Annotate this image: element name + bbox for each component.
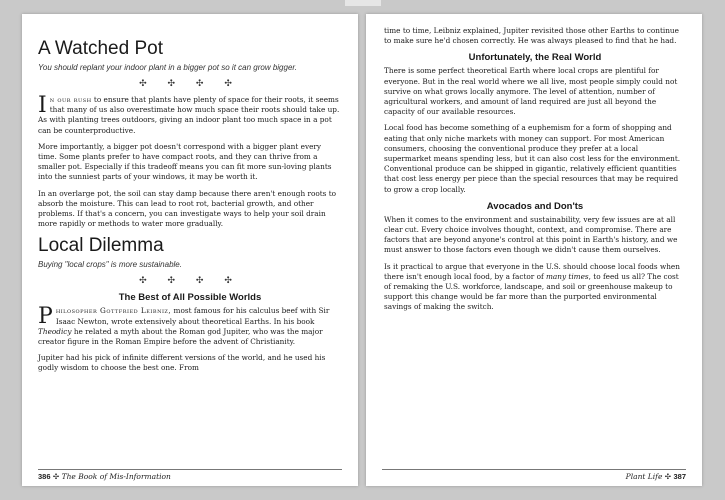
body-paragraph: When it comes to the environment and sustainability, very few issues are at all clear cut. Every choice involves thought, context, and compromise. There are factors that are beyond anyone's control at this point in Earth's history, and we must answer to those factors even though we didn't cause them ourselves. xyxy=(384,214,678,255)
chapter-running-title: Plant Life xyxy=(625,472,663,481)
body-paragraph: Jupiter had his pick of infinite different versions of the world, and he used his godly wisdom to choose the best one. From xyxy=(38,353,326,373)
body-paragraph: In an overlarge pot, the soil can stay damp because there aren't enough roots to absorb the moisture. This can lead to root rot, bacterial growth, and other problems. If that's a concern, you can investigate ways to help your soil drain more rapidly or methods to water more gradually. xyxy=(38,188,337,229)
paragraph-text: he related a myth about the Roman god Jupiter, who was the major creator figure in the Roman Empire before the advent of Christianity. xyxy=(38,326,323,347)
page-number: 387 xyxy=(673,472,686,481)
small-caps-lead: n our rush xyxy=(49,95,92,104)
section-title: A Watched Pot xyxy=(38,38,163,59)
ornament-divider: ✣ ✣ ✣ ✣ xyxy=(139,79,241,89)
paragraph-text: Is it practical to argue that everyone in the U.S. should choose local foods when there isn't enough local food, by a factor of xyxy=(384,261,680,281)
section-subtitle: Buying "local crops" is more sustainable. xyxy=(38,260,182,270)
body-paragraph xyxy=(38,95,342,136)
page-footer xyxy=(626,472,686,481)
paragraph-text: to ensure that plants have plenty of space for their roots, it seems that many of us also overestimate how much space their roots should take up. As with planting trees outdoors, giving an indoor plant too much space in a pot can be counterproductive. xyxy=(38,95,340,135)
emphasis-text: many times xyxy=(546,271,589,281)
footer-separator-icon: ✣ xyxy=(664,472,672,481)
footer-rule xyxy=(38,469,342,470)
body-paragraph xyxy=(38,306,342,347)
section-title: Local Dilemma xyxy=(38,235,164,257)
drop-cap: I xyxy=(38,93,47,118)
body-paragraph: time to time, Leibniz explained, Jupiter revisited those other Earths to continue to make sure he'd chosen correctly. He was always pleased to find that he had. xyxy=(384,26,679,46)
footer-separator-icon: ✣ xyxy=(52,472,60,481)
paragraph-text: , to feed us all? The cost of remaking the U.S. workforce, landscape, and soil or greenhouse makeup to support this change would be far more than the purported environmental savings of making the switch. xyxy=(384,271,679,312)
subsection-heading: Unfortunately, the Real World xyxy=(468,52,602,64)
book-running-title: The Book of Mis-Information xyxy=(61,472,171,481)
ornament-divider: ✣ ✣ ✣ ✣ xyxy=(139,276,241,287)
footer-rule xyxy=(382,469,686,470)
body-paragraph: There is some perfect theoretical Earth where local crops are plentiful for everyone. But in the real world where we all live, most people simply could not survive on what grows locally anymore. The level of attention, number of agricultural workers, and amount of land required are just all beyond the capacity of our available resources. xyxy=(384,66,678,117)
right-page xyxy=(366,14,702,486)
body-paragraph: More importantly, a bigger pot doesn't correspond with a bigger plant every time. Some plants prefer to have compact roots, and they can thrive from a smaller pot. Especially if this tradeoff means you can fit more sun-loving plants into the sunniest parts of your windows, it may be worth it. xyxy=(38,141,332,182)
body-paragraph xyxy=(384,262,686,313)
subsection-heading: Avocados and Don'ts xyxy=(486,200,584,212)
small-caps-lead: hilosopher Gottfried Leibniz, xyxy=(55,306,172,316)
book-title: Theodicy xyxy=(38,326,72,336)
page-footer xyxy=(38,472,171,481)
paragraph-text: most famous for his calculus beef with Sir Isaac Newton, wrote extensively about theoretical Earths. In his book xyxy=(55,306,330,326)
left-page xyxy=(22,14,358,486)
section-subtitle: You should replant your indoor plant in a bigger pot so it can grow bigger. xyxy=(38,63,297,72)
drop-cap: P xyxy=(38,304,53,330)
page-number: 386 xyxy=(38,472,51,481)
binding-mark xyxy=(345,0,381,6)
body-paragraph: Local food has become something of a euphemism for a form of shopping and eating that only niche markets with money can support. For most American consumers, choosing the conventional produce they prefer at a local supermarket means spending less, but it can also cost less for the environment. Conventional produce can be shipped in gigantic, relatively efficient quantities that cost less energy per piece than the special resources that may be required to grow a crop locally. xyxy=(384,123,681,194)
subsection-heading: The Best of All Possible Worlds xyxy=(118,292,262,304)
